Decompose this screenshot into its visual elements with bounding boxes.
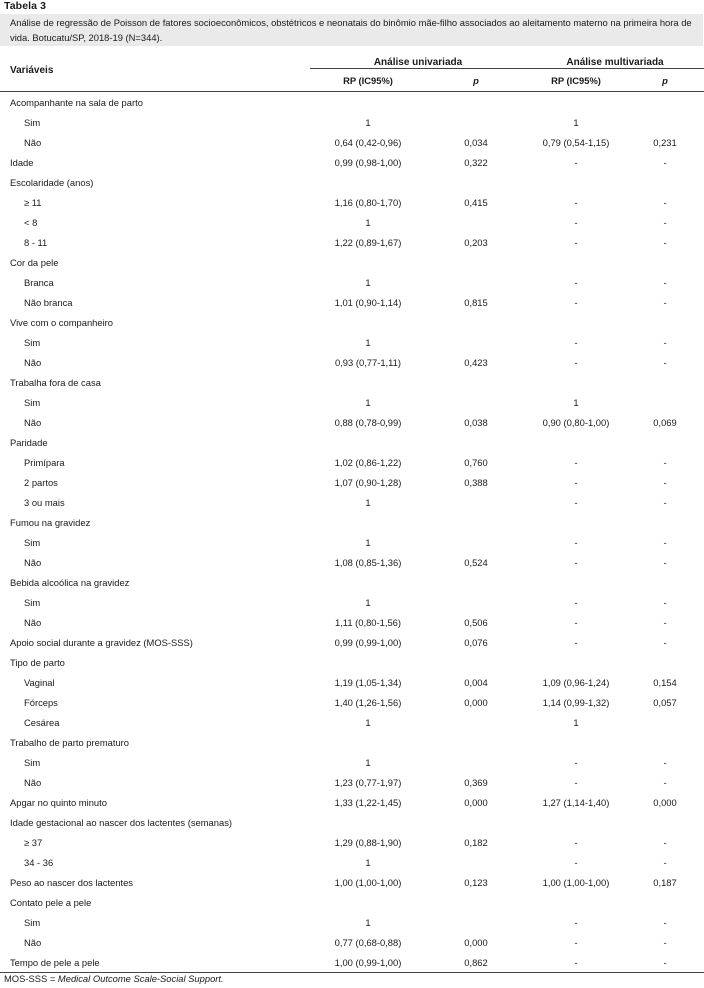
table-row [0,752,704,772]
rp-multivariate-cell: - [574,616,578,628]
row-label: Primípara [24,456,65,468]
row-label: Branca [24,276,54,288]
row-label: Idade [10,156,34,168]
row-label: Bebida alcoólica na gravidez [10,576,130,588]
row-label: Não [24,616,42,628]
header-rp-univariate: RP (IC95%) [343,74,393,86]
rp-multivariate-cell: - [574,296,578,308]
header-row-groups [0,50,704,69]
rp-univariate-cell: 1,33 (1,22-1,45) [334,796,402,808]
p-multivariate-cell: 0,231 [653,136,677,148]
rp-univariate-cell: 1,02 (0,86-1,22) [334,456,402,468]
table-row [0,772,704,792]
p-multivariate-cell [626,892,704,912]
rp-univariate-cell: 0,99 (0,99-1,00) [334,636,402,648]
p-univariate-cell: 0,369 [464,776,488,788]
p-multivariate-cell: - [663,276,667,288]
row-label: 3 ou mais [24,496,65,508]
p-multivariate-cell [626,812,704,832]
p-multivariate-cell [626,172,704,192]
rp-univariate-cell [310,732,426,752]
p-univariate-cell [426,212,526,232]
p-multivariate-cell: - [663,936,667,948]
table-row [0,952,704,973]
rp-univariate-cell: 0,93 (0,77-1,11) [334,356,401,368]
row-label: Tipo de parto [10,656,65,668]
table-row [0,612,704,632]
rp-multivariate-cell: - [574,916,578,928]
rp-univariate-cell [310,572,426,592]
p-univariate-cell [426,432,526,452]
p-univariate-cell [426,712,526,732]
rp-multivariate-cell: - [574,556,578,568]
p-multivariate-cell: - [663,836,667,848]
p-multivariate-cell [626,512,704,532]
table-row [0,332,704,352]
table-row [0,792,704,812]
p-univariate-cell: 0,815 [464,296,488,308]
header-p-univariate: p [473,74,479,86]
table-row [0,432,704,452]
rp-multivariate-cell [526,372,626,392]
table-body [0,92,704,973]
rp-univariate-cell: 0,64 (0,42-0,96) [334,136,402,148]
rp-univariate-cell: 1 [365,596,371,608]
footnote-abbr: MOS-SSS = [4,973,58,984]
rp-univariate-cell [310,172,426,192]
rp-univariate-cell: 1 [365,856,371,868]
p-univariate-cell [426,732,526,752]
table-row [0,392,704,412]
p-univariate-cell [426,112,526,132]
rp-multivariate-cell: - [526,952,626,973]
table-row [0,672,704,692]
rp-multivariate-cell: 1 [573,716,579,728]
row-label: Cor da pele [10,256,59,268]
rp-multivariate-cell [526,512,626,532]
p-univariate-cell [426,572,526,592]
rp-multivariate-cell: - [574,536,578,548]
header-univariate: Análise univariada [310,50,526,69]
row-label: 34 - 36 [24,856,54,868]
p-multivariate-cell [626,712,704,732]
header-multivariate: Análise multivariada [526,50,704,69]
rp-multivariate-cell: - [574,196,578,208]
row-label: Não [24,936,42,948]
rp-multivariate-cell: - [574,476,578,488]
rp-multivariate-cell [526,812,626,832]
p-univariate-cell: 0,862 [426,952,526,973]
rp-multivariate-cell [526,172,626,192]
rp-multivariate-cell: - [574,776,578,788]
table-row [0,532,704,552]
p-univariate-cell [426,912,526,932]
rp-multivariate-cell: 1 [573,116,579,128]
table-row [0,252,704,272]
rp-multivariate-cell [526,892,626,912]
footnote [4,973,224,984]
p-univariate-cell [426,252,526,272]
p-multivariate-cell: - [663,756,667,768]
rp-multivariate-cell [526,432,626,452]
row-label: Contato pele a pele [10,896,92,908]
rp-univariate-cell: 1 [365,116,371,128]
p-multivariate-cell: - [663,236,667,248]
row-label: Sim [24,916,41,928]
table-row [0,732,704,752]
row-label: Apgar no quinto minuto [10,796,107,808]
rp-univariate-cell [310,252,426,272]
p-univariate-cell: 0,506 [464,616,488,628]
rp-univariate-cell: 1,22 (0,89-1,67) [334,236,402,248]
p-univariate-cell [426,172,526,192]
p-univariate-cell: 0,415 [464,196,488,208]
p-multivariate-cell [626,652,704,672]
p-univariate-cell [426,532,526,552]
row-label: Não [24,356,42,368]
row-label: Trabalho de parto prematuro [10,736,129,748]
row-label: Escolaridade (anos) [10,176,94,188]
rp-multivariate-cell: 1,09 (0,96-1,24) [542,676,610,688]
row-label: < 8 [24,216,38,228]
p-multivariate-cell: 0,069 [653,416,677,428]
row-label: Acompanhante na sala de parto [10,96,143,108]
table-row [0,92,704,113]
row-label: Não [24,416,42,428]
p-univariate-cell: 0,182 [464,836,488,848]
row-label: Tempo de pele a pele [0,952,310,973]
p-univariate-cell [426,752,526,772]
row-label: ≥ 37 [24,836,43,848]
p-multivariate-cell: - [663,296,667,308]
p-univariate-cell [426,652,526,672]
p-multivariate-cell: - [663,536,667,548]
rp-univariate-cell: 1 [365,536,371,548]
table-row [0,352,704,372]
p-univariate-cell: 0,038 [464,416,488,428]
rp-univariate-cell: 1,00 (0,99-1,00) [310,952,426,973]
row-label: Sim [24,596,41,608]
table-row [0,712,704,732]
p-univariate-cell: 0,388 [464,476,488,488]
row-label: Não [24,776,42,788]
p-multivariate-cell: 0,000 [653,796,677,808]
p-multivariate-cell [626,372,704,392]
rp-multivariate-cell: - [574,756,578,768]
rp-multivariate-cell: 0,90 (0,80-1,00) [542,416,610,428]
table-row [0,512,704,532]
table-row [0,472,704,492]
p-univariate-cell: 0,760 [464,456,488,468]
header-variables: Variáveis [10,65,54,76]
rp-univariate-cell [310,372,426,392]
row-label: Sim [24,336,41,348]
table-row [0,172,704,192]
rp-univariate-cell: 1 [365,276,371,288]
rp-univariate-cell: 1,00 (1,00-1,00) [334,876,402,888]
table-row [0,372,704,392]
rp-univariate-cell [310,312,426,332]
rp-multivariate-cell: - [574,596,578,608]
header-rp-multivariate: RP (IC95%) [551,74,601,86]
rp-multivariate-cell: - [574,496,578,508]
p-univariate-cell: 0,000 [464,936,488,948]
rp-multivariate-cell [526,652,626,672]
rp-univariate-cell [310,512,426,532]
p-multivariate-cell: - [663,156,667,168]
p-univariate-cell: 0,322 [464,156,488,168]
rp-univariate-cell: 1,08 (0,85-1,36) [334,556,402,568]
p-univariate-cell: 0,000 [464,796,488,808]
p-multivariate-cell [626,312,704,332]
rp-multivariate-cell: - [574,236,578,248]
p-multivariate-cell: 0,057 [653,696,677,708]
row-label: Não [24,556,42,568]
rp-univariate-cell: 1,40 (1,26-1,56) [334,696,402,708]
rp-multivariate-cell: - [574,936,578,948]
rp-univariate-cell: 1,01 (0,90-1,14) [334,296,402,308]
rp-univariate-cell [310,92,426,113]
rp-univariate-cell [310,432,426,452]
rp-multivariate-cell: - [574,836,578,848]
p-univariate-cell: 0,123 [464,876,488,888]
p-univariate-cell [426,372,526,392]
p-univariate-cell [426,272,526,292]
table-row [0,312,704,332]
row-label: Trabalha fora de casa [10,376,101,388]
p-multivariate-cell: - [663,496,667,508]
table-row [0,212,704,232]
p-univariate-cell [426,892,526,912]
p-multivariate-cell: - [663,556,667,568]
table-row [0,192,704,212]
rp-multivariate-cell: - [574,276,578,288]
rp-univariate-cell [310,812,426,832]
p-multivariate-cell: - [663,216,667,228]
rp-univariate-cell: 1,23 (0,77-1,97) [334,776,402,788]
table-row [0,152,704,172]
table-row [0,852,704,872]
row-label: Paridade [10,436,48,448]
table-row [0,932,704,952]
rp-univariate-cell: 1 [365,216,371,228]
rp-univariate-cell: 1,11 (0,80-1,56) [334,616,401,628]
table-row [0,112,704,132]
rp-univariate-cell: 0,88 (0,78-0,99) [334,416,402,428]
p-multivariate-cell [626,732,704,752]
p-multivariate-cell: - [663,196,667,208]
rp-multivariate-cell: - [574,856,578,868]
rp-univariate-cell: 1,07 (0,90-1,28) [334,476,402,488]
p-multivariate-cell: - [626,952,704,973]
regression-table [0,50,704,973]
p-multivariate-cell: 0,154 [653,676,677,688]
table-row [0,872,704,892]
rp-univariate-cell: 1 [365,756,371,768]
rp-multivariate-cell [526,732,626,752]
row-label: Cesárea [24,716,60,728]
rp-multivariate-cell [526,572,626,592]
p-multivariate-cell: - [663,456,667,468]
rp-multivariate-cell [526,252,626,272]
table-row [0,572,704,592]
rp-univariate-cell: 1 [365,336,371,348]
row-label: Vive com o companheiro [10,316,114,328]
p-univariate-cell [426,392,526,412]
p-univariate-cell [426,812,526,832]
table-row [0,492,704,512]
rp-univariate-cell: 1 [365,916,371,928]
table-row [0,552,704,572]
table-row [0,692,704,712]
p-univariate-cell [426,592,526,612]
rp-univariate-cell: 1 [365,396,371,408]
p-multivariate-cell [626,252,704,272]
table-row [0,272,704,292]
rp-univariate-cell [310,892,426,912]
row-label: Sim [24,756,41,768]
p-univariate-cell: 0,203 [464,236,488,248]
p-multivariate-cell: - [663,476,667,488]
p-univariate-cell [426,332,526,352]
table-row [0,912,704,932]
p-multivariate-cell: - [663,636,667,648]
row-label: 8 - 11 [24,236,48,248]
row-label: Sim [24,396,41,408]
p-multivariate-cell: - [663,776,667,788]
p-multivariate-cell: - [663,856,667,868]
p-multivariate-cell: - [663,356,667,368]
p-univariate-cell [426,512,526,532]
rp-multivariate-cell: 1,14 (0,99-1,32) [542,696,610,708]
rp-multivariate-cell: - [574,636,578,648]
row-label: Peso ao nascer dos lactentes [10,876,133,888]
rp-univariate-cell [310,652,426,672]
footnote-expansion: Medical Outcome Scale-Social Support. [57,973,224,984]
table-row [0,232,704,252]
p-univariate-cell: 0,076 [464,636,488,648]
p-univariate-cell: 0,423 [464,356,488,368]
rp-multivariate-cell [526,312,626,332]
table-row [0,412,704,432]
rp-univariate-cell: 1,19 (1,05-1,34) [334,676,402,688]
p-multivariate-cell [626,392,704,412]
p-univariate-cell: 0,000 [464,696,488,708]
row-label: Idade gestacional ao nascer dos lactentes (semanas) [10,816,233,828]
p-univariate-cell: 0,004 [464,676,488,688]
p-multivariate-cell [626,92,704,113]
rp-multivariate-cell: - [574,336,578,348]
p-univariate-cell [426,92,526,113]
table-row [0,892,704,912]
p-multivariate-cell [626,572,704,592]
table-label: Tabela 3 [4,0,47,12]
p-univariate-cell: 0,524 [464,556,488,568]
row-label: 2 partos [24,476,58,488]
rp-univariate-cell: 0,77 (0,68-0,88) [334,936,402,948]
table-row [0,832,704,852]
row-label: Não branca [24,296,73,308]
rp-univariate-cell: 1 [365,716,371,728]
p-univariate-cell [426,852,526,872]
p-multivariate-cell: - [663,916,667,928]
table-row [0,632,704,652]
p-univariate-cell [426,312,526,332]
p-multivariate-cell: - [663,336,667,348]
row-label: Fórceps [24,696,58,708]
rp-univariate-cell: 1,29 (0,88-1,90) [334,836,402,848]
rp-multivariate-cell: 1,00 (1,00-1,00) [542,876,610,888]
p-multivariate-cell: - [663,596,667,608]
table-row [0,812,704,832]
rp-multivariate-cell: 1,27 (1,14-1,40) [542,796,610,808]
table-caption: Análise de regressão de Poisson de fatores socioeconômicos, obstétricos e neonatais do binômio mãe-filho associados ao aleitamento materno na primeira hora de vida. Botucatu/SP, 2018-19 (N=344). [10,17,692,43]
p-multivariate-cell [626,112,704,132]
rp-multivariate-cell: - [574,356,578,368]
row-label: ≥ 11 [24,196,42,208]
rp-multivariate-cell: - [574,156,578,168]
rp-multivariate-cell: - [574,456,578,468]
row-label: Não [24,136,42,148]
rp-multivariate-cell: 1 [573,396,579,408]
rp-multivariate-cell: 0,79 (0,54-1,15) [542,136,610,148]
table-row [0,452,704,472]
p-multivariate-cell [626,432,704,452]
p-univariate-cell: 0,034 [464,136,488,148]
p-multivariate-cell: 0,187 [653,876,677,888]
rp-multivariate-cell: - [574,216,578,228]
table-row [0,132,704,152]
row-label: Sim [24,536,41,548]
table-row [0,592,704,612]
header-p-multivariate: p [662,74,668,86]
p-multivariate-cell: - [663,616,667,628]
row-label: Vaginal [24,676,55,688]
rp-univariate-cell: 1 [365,496,371,508]
table-row [0,292,704,312]
rp-univariate-cell: 1,16 (0,80-1,70) [334,196,402,208]
table-row [0,652,704,672]
caption-box [0,14,703,46]
p-univariate-cell [426,492,526,512]
rp-univariate-cell: 0,99 (0,98-1,00) [334,156,402,168]
row-label: Fumou na gravidez [10,516,91,528]
rp-multivariate-cell [526,92,626,113]
row-label: Apoio social durante a gravidez (MOS-SSS) [10,636,193,648]
row-label: Sim [24,116,41,128]
